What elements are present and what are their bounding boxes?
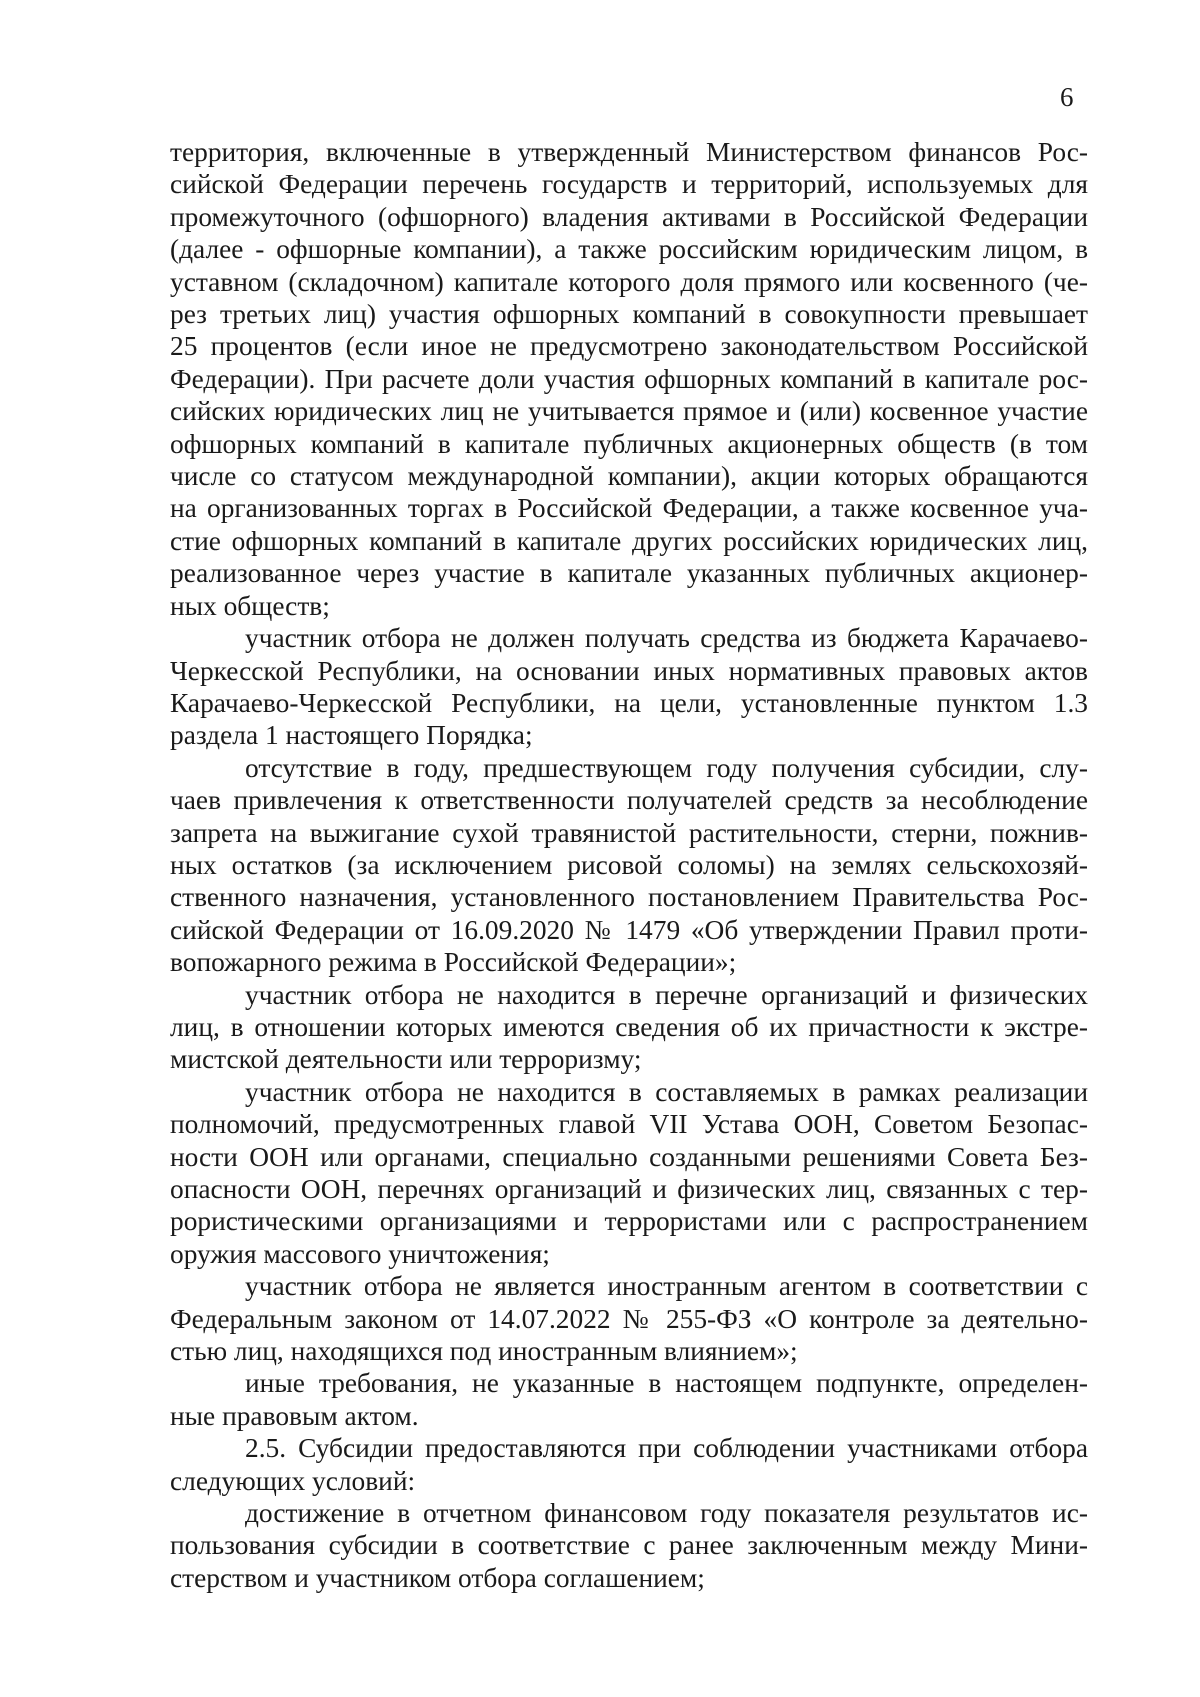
text-line: рористическими организациями и террористами или с распространением: [170, 1206, 1088, 1237]
text-line: Федеральным законом от 14.07.2022 № 255-ФЗ «О контроле за деятельно-: [170, 1303, 1088, 1334]
text-line: стие офшорных компаний в капитале других российских юридических лиц,: [170, 525, 1088, 556]
text-line: офшорных компаний в капитале публичных акционерных обществ (в том: [170, 428, 1088, 459]
text-line: лиц, в отношении которых имеются сведения об их причастности к экстре-: [170, 1011, 1088, 1042]
text-line: отсутствие в году, предшествующем году получения субсидии, слу-: [245, 752, 1088, 783]
text-line: достижение в отчетном финансовом году показателя результатов ис-: [245, 1498, 1088, 1529]
text-line: стью лиц, находящихся под иностранным влиянием»;: [170, 1336, 798, 1367]
text-line: 25 процентов (если иное не предусмотрено законодательством Российской: [170, 331, 1088, 362]
text-line: промежуточного (офшорного) владения активами в Российской Федерации: [170, 201, 1088, 232]
text-line: рез третьих лиц) участия офшорных компаний в совокупности превышает: [170, 299, 1088, 330]
text-line: иные требования, не указанные в настоящем подпункте, определен-: [245, 1368, 1088, 1399]
text-line: вопожарного режима в Российской Федерации»;: [170, 947, 737, 978]
text-line: участник отбора не является иностранным агентом в соответствии с: [245, 1271, 1088, 1302]
text-line: опасности ООН, перечнях организаций и физических лиц, связанных с тер-: [170, 1174, 1088, 1204]
text-line: сийской Федерации перечень государств и территорий, используемых для: [170, 169, 1088, 200]
text-line: числе со статусом международной компании), акции которых обращаются: [170, 461, 1088, 492]
text-line: Карачаево-Черкесской Республики, на цели, установленные пунктом 1.3: [170, 687, 1088, 718]
text-line: пользования субсидии в соответствие с ранее заключенным между Мини-: [170, 1530, 1088, 1561]
text-line: Черкесской Республики, на основании иных нормативных правовых актов: [170, 655, 1088, 686]
body-text: [170, 136, 1088, 1594]
text-line: мистской деятельности или терроризму;: [170, 1044, 642, 1075]
text-line: Федерации). При расчете доли участия офшорных компаний в капитале рос-: [170, 363, 1088, 394]
text-line: ных остатков (за исключением рисовой соломы) на землях сельскохозяй-: [170, 849, 1088, 880]
text-line: 2.5. Субсидии предоставляются при соблюдении участниками отбора: [245, 1433, 1088, 1464]
text-line: ственного назначения, установленного постановлением Правительства Рос-: [170, 882, 1088, 913]
text-line: полномочий, предусмотренных главой VII Устава ООН, Советом Безопас-: [170, 1109, 1088, 1140]
text-line: (далее - офшорные компании), а также российским юридическим лицом, в: [170, 234, 1088, 265]
text-line: запрета на выжигание сухой травянистой растительности, стерни, пожнив-: [170, 817, 1088, 848]
text-line: сийской Федерации от 16.09.2020 № 1479 «Об утверждении Правил проти-: [170, 914, 1088, 945]
text-line: следующих условий:: [170, 1465, 416, 1496]
text-line: оружия массового уничтожения;: [170, 1238, 550, 1269]
text-line: участник отбора не находится в составляемых в рамках реализации: [245, 1076, 1088, 1107]
text-line: участник отбора не находится в перечне организаций и физических: [245, 979, 1088, 1010]
text-line: уставном (складочном) капитале которого доля прямого или косвенного (че-: [170, 266, 1088, 297]
page-number: 6: [1060, 82, 1074, 112]
text-line: сийских юридических лиц не учитывается прямое и (или) косвенное участие: [170, 396, 1088, 427]
text-line: ные правовым актом.: [170, 1400, 419, 1431]
text-line: реализованное через участие в капитале указанных публичных акционер-: [170, 558, 1088, 589]
text-line: ности ООН или органами, специально созданными решениями Совета Без-: [170, 1141, 1088, 1172]
text-line: раздела 1 настоящего Порядка;: [170, 720, 533, 751]
text-line: стерством и участником отбора соглашением;: [170, 1562, 705, 1593]
text-line: территория, включенные в утвержденный Министерством финансов Рос-: [170, 137, 1088, 167]
text-line: участник отбора не должен получать средства из бюджета Карачаево-: [245, 623, 1088, 654]
text-line: на организованных торгах в Российской Федерации, а также косвенное уча-: [170, 493, 1088, 524]
text-line: ных обществ;: [170, 590, 330, 621]
text-line: чаев привлечения к ответственности получателей средств за несоблюдение: [170, 785, 1088, 816]
